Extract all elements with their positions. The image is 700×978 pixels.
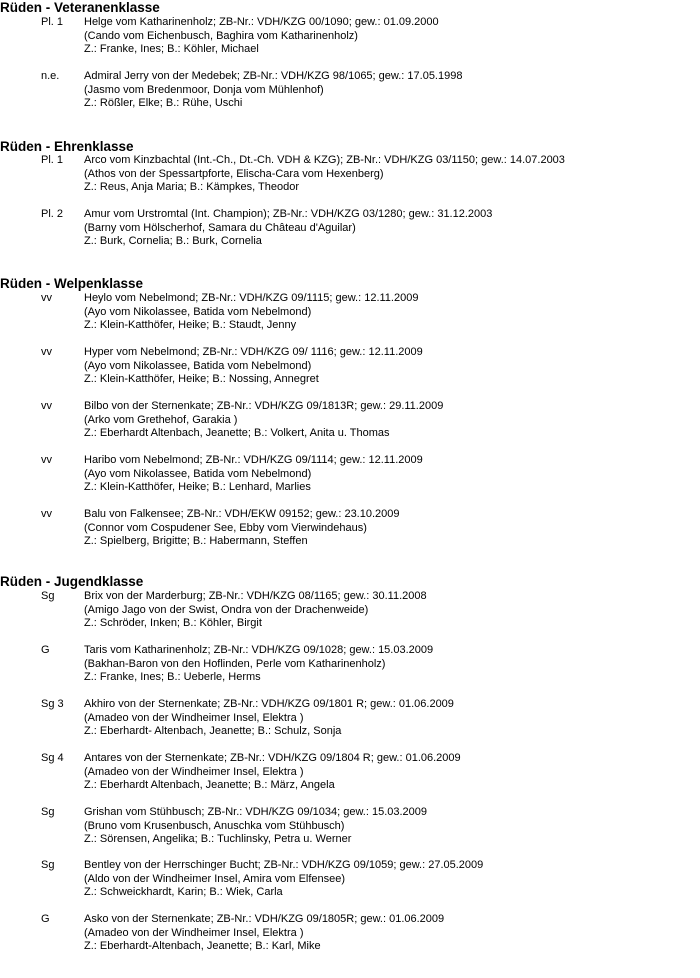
entry-breeder-owner: Z.: Burk, Cornelia; B.: Burk, Cornelia bbox=[84, 235, 262, 247]
entry-parents: (Arko vom Grethehof, Garakia ) bbox=[84, 413, 238, 426]
entry-parents: (Aldo von der Windheimer Insel, Amira vom Elfensee) bbox=[84, 872, 346, 885]
entry bbox=[0, 508, 700, 550]
entry bbox=[0, 70, 700, 112]
entry-dog-info: Amur vom Urstromtal (Int. Champion); ZB-Nr.: VDH/KZG 03/1280; gew.: 31.12.2003 bbox=[84, 208, 493, 220]
entry bbox=[0, 154, 700, 196]
entry-breeder-owner: Z.: Reus, Anja Maria; B.: Kämpkes, Theodor bbox=[84, 181, 300, 193]
entry-rank: Sg bbox=[41, 859, 55, 871]
entry-dog-info: Admiral Jerry von der Medebek; ZB-Nr.: VDH/KZG 98/1065; gew.: 17.05.1998 bbox=[84, 70, 463, 82]
section-heading: Rüden - Veteranenklasse bbox=[0, 0, 160, 15]
entry-rank: vv bbox=[41, 292, 52, 304]
entry-dog-info: Helge vom Katharinenholz; ZB-Nr.: VDH/KZG 00/1090; gew.: 01.09.2000 bbox=[84, 16, 439, 28]
entry bbox=[0, 698, 700, 740]
entry-rank: Pl. 1 bbox=[41, 16, 64, 28]
entry-breeder-owner: Z.: Schröder, Inken; B.: Köhler, Birgit bbox=[84, 617, 262, 629]
entry-breeder-owner: Z.: Schweickhardt, Karin; B.: Wiek, Carla bbox=[84, 886, 283, 898]
entry-dog-info: Grishan vom Stühbusch; ZB-Nr.: VDH/KZG 09/1034; gew.: 15.03.2009 bbox=[84, 806, 428, 818]
section-heading: Rüden - Ehrenklasse bbox=[0, 139, 134, 154]
entry-breeder-owner: Z.: Klein-Katthöfer, Heike; B.: Staudt, Jenny bbox=[84, 319, 297, 331]
entry-parents: (Amigo Jago von der Swist, Ondra von der Drachenweide) bbox=[84, 603, 369, 616]
entry bbox=[0, 16, 700, 58]
entry-rank: Sg bbox=[41, 806, 55, 818]
entry-breeder-owner: Z.: Franke, Ines; B.: Köhler, Michael bbox=[84, 43, 259, 55]
entry bbox=[0, 913, 700, 955]
entry-parents: (Ayo vom Nikolassee, Batida vom Nebelmond) bbox=[84, 467, 312, 480]
entry-dog-info: Balu von Falkensee; ZB-Nr.: VDH/EKW 09152; gew.: 23.10.2009 bbox=[84, 508, 400, 520]
entry bbox=[0, 454, 700, 496]
entry-rank: vv bbox=[41, 508, 52, 520]
entry-rank: Pl. 1 bbox=[41, 154, 64, 166]
entry-breeder-owner: Z.: Rößler, Elke; B.: Rühe, Uschi bbox=[84, 97, 243, 109]
entry-breeder-owner: Z.: Eberhardt Altenbach, Jeanette; B.: Volkert, Anita u. Thomas bbox=[84, 427, 390, 439]
entry bbox=[0, 346, 700, 388]
entry-rank: Sg bbox=[41, 590, 55, 602]
entry-rank: Sg 3 bbox=[41, 698, 64, 710]
entry bbox=[0, 400, 700, 442]
entry-dog-info: Arco vom Kinzbachtal (Int.-Ch., Dt.-Ch. VDH & KZG); ZB-Nr.: VDH/KZG 03/1150; gew.: 14.07.2003 bbox=[84, 154, 565, 166]
entry-breeder-owner: Z.: Eberhardt-Altenbach, Jeanette; B.: Karl, Mike bbox=[84, 940, 321, 952]
entry-dog-info: Haribo vom Nebelmond; ZB-Nr.: VDH/KZG 09/1114; gew.: 12.11.2009 bbox=[84, 454, 423, 466]
entry-parents: (Bakhan-Baron von den Hoflinden, Perle vom Katharinenholz) bbox=[84, 657, 386, 670]
entry-breeder-owner: Z.: Franke, Ines; B.: Ueberle, Herms bbox=[84, 671, 261, 683]
entry-parents: (Connor vom Cospudener See, Ebby vom Vierwindehaus) bbox=[84, 521, 367, 534]
entry bbox=[0, 752, 700, 794]
entry-parents: (Amadeo von der Windheimer Insel, Elektra ) bbox=[84, 926, 304, 939]
entry bbox=[0, 806, 700, 848]
entry-dog-info: Bentley von der Herrschinger Bucht; ZB-Nr.: VDH/KZG 09/1059; gew.: 27.05.2009 bbox=[84, 859, 484, 871]
entry-rank: vv bbox=[41, 454, 52, 466]
entry-dog-info: Akhiro von der Sternenkate; ZB-Nr.: VDH/KZG 09/1801 R; gew.: 01.06.2009 bbox=[84, 698, 454, 710]
entry-dog-info: Bilbo von der Sternenkate; ZB-Nr.: VDH/KZG 09/1813R; gew.: 29.11.2009 bbox=[84, 400, 444, 412]
entry-rank: Sg 4 bbox=[41, 752, 64, 764]
entry-dog-info: Asko von der Sternenkate; ZB-Nr.: VDH/KZG 09/1805R; gew.: 01.06.2009 bbox=[84, 913, 445, 925]
entry-dog-info: Taris vom Katharinenholz; ZB-Nr.: VDH/KZG 09/1028; gew.: 15.03.2009 bbox=[84, 644, 434, 656]
entry-parents: (Amadeo von der Windheimer Insel, Elektra ) bbox=[84, 765, 304, 778]
entry-dog-info: Brix von der Marderburg; ZB-Nr.: VDH/KZG 08/1165; gew.: 30.11.2008 bbox=[84, 590, 427, 602]
entry-dog-info: Antares von der Sternenkate; ZB-Nr.: VDH/KZG 09/1804 R; gew.: 01.06.2009 bbox=[84, 752, 461, 764]
entry-parents: (Ayo vom Nikolassee, Batida vom Nebelmond) bbox=[84, 359, 312, 372]
entry-breeder-owner: Z.: Eberhardt Altenbach, Jeanette; B.: März, Angela bbox=[84, 779, 335, 791]
entry-breeder-owner: Z.: Klein-Katthöfer, Heike; B.: Lenhard, Marlies bbox=[84, 481, 311, 493]
entry-rank: G bbox=[41, 644, 50, 656]
entry-parents: (Barny vom Hölscherhof, Samara du Château d'Aguilar) bbox=[84, 221, 356, 234]
entry bbox=[0, 644, 700, 686]
entry-rank: G bbox=[41, 913, 50, 925]
entry-rank: n.e. bbox=[41, 70, 60, 82]
entry-breeder-owner: Z.: Spielberg, Brigitte; B.: Habermann, Steffen bbox=[84, 535, 308, 547]
entry-dog-info: Heylo vom Nebelmond; ZB-Nr.: VDH/KZG 09/1115; gew.: 12.11.2009 bbox=[84, 292, 419, 304]
section-heading: Rüden - Jugendklasse bbox=[0, 574, 144, 589]
entry-parents: (Athos von der Spessartpforte, Elischa-Cara vom Hexenberg) bbox=[84, 167, 384, 180]
entry-breeder-owner: Z.: Eberhardt- Altenbach, Jeanette; B.: Schulz, Sonja bbox=[84, 725, 342, 737]
entry-breeder-owner: Z.: Klein-Katthöfer, Heike; B.: Nossing, Annegret bbox=[84, 373, 319, 385]
entry-parents: (Cando vom Eichenbusch, Baghira vom Katharinenholz) bbox=[84, 29, 358, 42]
entry bbox=[0, 292, 700, 334]
entry-rank: vv bbox=[41, 346, 52, 358]
entry-breeder-owner: Z.: Sörensen, Angelika; B.: Tuchlinsky, Petra u. Werner bbox=[84, 833, 352, 845]
section-heading: Rüden - Welpenklasse bbox=[0, 276, 144, 291]
entry-parents: (Jasmo vom Bredenmoor, Donja vom Mühlenhof) bbox=[84, 83, 324, 96]
entry-rank: vv bbox=[41, 400, 52, 412]
entry bbox=[0, 590, 700, 632]
entry bbox=[0, 859, 700, 901]
entry-parents: (Amadeo von der Windheimer Insel, Elektra ) bbox=[84, 711, 304, 724]
entry-parents: (Ayo vom Nikolassee, Batida vom Nebelmond) bbox=[84, 305, 312, 318]
entry bbox=[0, 208, 700, 250]
entry-rank: Pl. 2 bbox=[41, 208, 64, 220]
entry-parents: (Bruno vom Krusenbusch, Anuschka vom Stühbusch) bbox=[84, 819, 345, 832]
entry-dog-info: Hyper vom Nebelmond; ZB-Nr.: VDH/KZG 09/ 1116; gew.: 12.11.2009 bbox=[84, 346, 423, 358]
